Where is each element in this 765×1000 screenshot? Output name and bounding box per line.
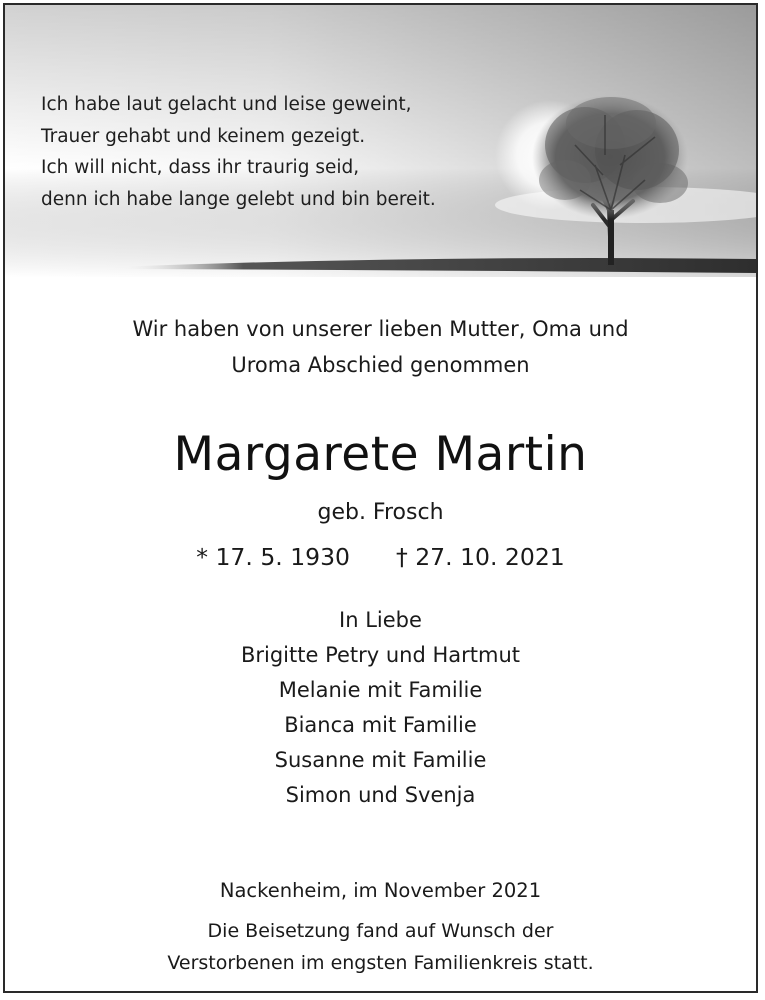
obituary-frame — [3, 3, 758, 993]
birth-name: geb. Frosch — [317, 500, 444, 525]
mourner-name: Bianca mit Familie — [284, 713, 477, 737]
poem-line: Ich will nicht, dass ihr traurig seid, — [41, 157, 360, 178]
header-illustration — [5, 5, 756, 277]
closing-line: Die Beisetzung fand auf Wunsch der — [207, 920, 554, 942]
poem-line: denn ich habe lange gelebt und bin bereit. — [41, 188, 436, 210]
intro-line: Uroma Abschied genommen — [231, 353, 530, 377]
closing-note — [5, 915, 756, 979]
mourners-heading: In Liebe — [339, 608, 422, 632]
poem — [41, 89, 436, 215]
mourner-name: Susanne mit Familie — [274, 748, 487, 772]
mourner-name: Brigitte Petry und Hartmut — [240, 643, 521, 667]
closing-line: Verstorbenen im engsten Familienkreis statt. — [167, 952, 594, 974]
deceased-name: Margarete Martin — [173, 427, 588, 482]
birth-date: * 17. 5. 1930 — [196, 543, 351, 571]
poem-line: Ich habe laut gelacht und leise geweint, — [41, 94, 412, 115]
intro-text — [5, 311, 756, 383]
mourner-name: Melanie mit Familie — [278, 678, 483, 702]
death-date: † 27. 10. 2021 — [396, 543, 565, 571]
mourner-name: Simon und Svenja — [285, 783, 476, 807]
life-dates — [5, 540, 756, 574]
mourners-list — [5, 603, 756, 813]
intro-line: Wir haben von unserer lieben Mutter, Oma und — [132, 317, 629, 341]
poem-line: Trauer gehabt und keinem gezeigt. — [41, 125, 366, 147]
place-date: Nackenheim, im November 2021 — [219, 879, 542, 902]
